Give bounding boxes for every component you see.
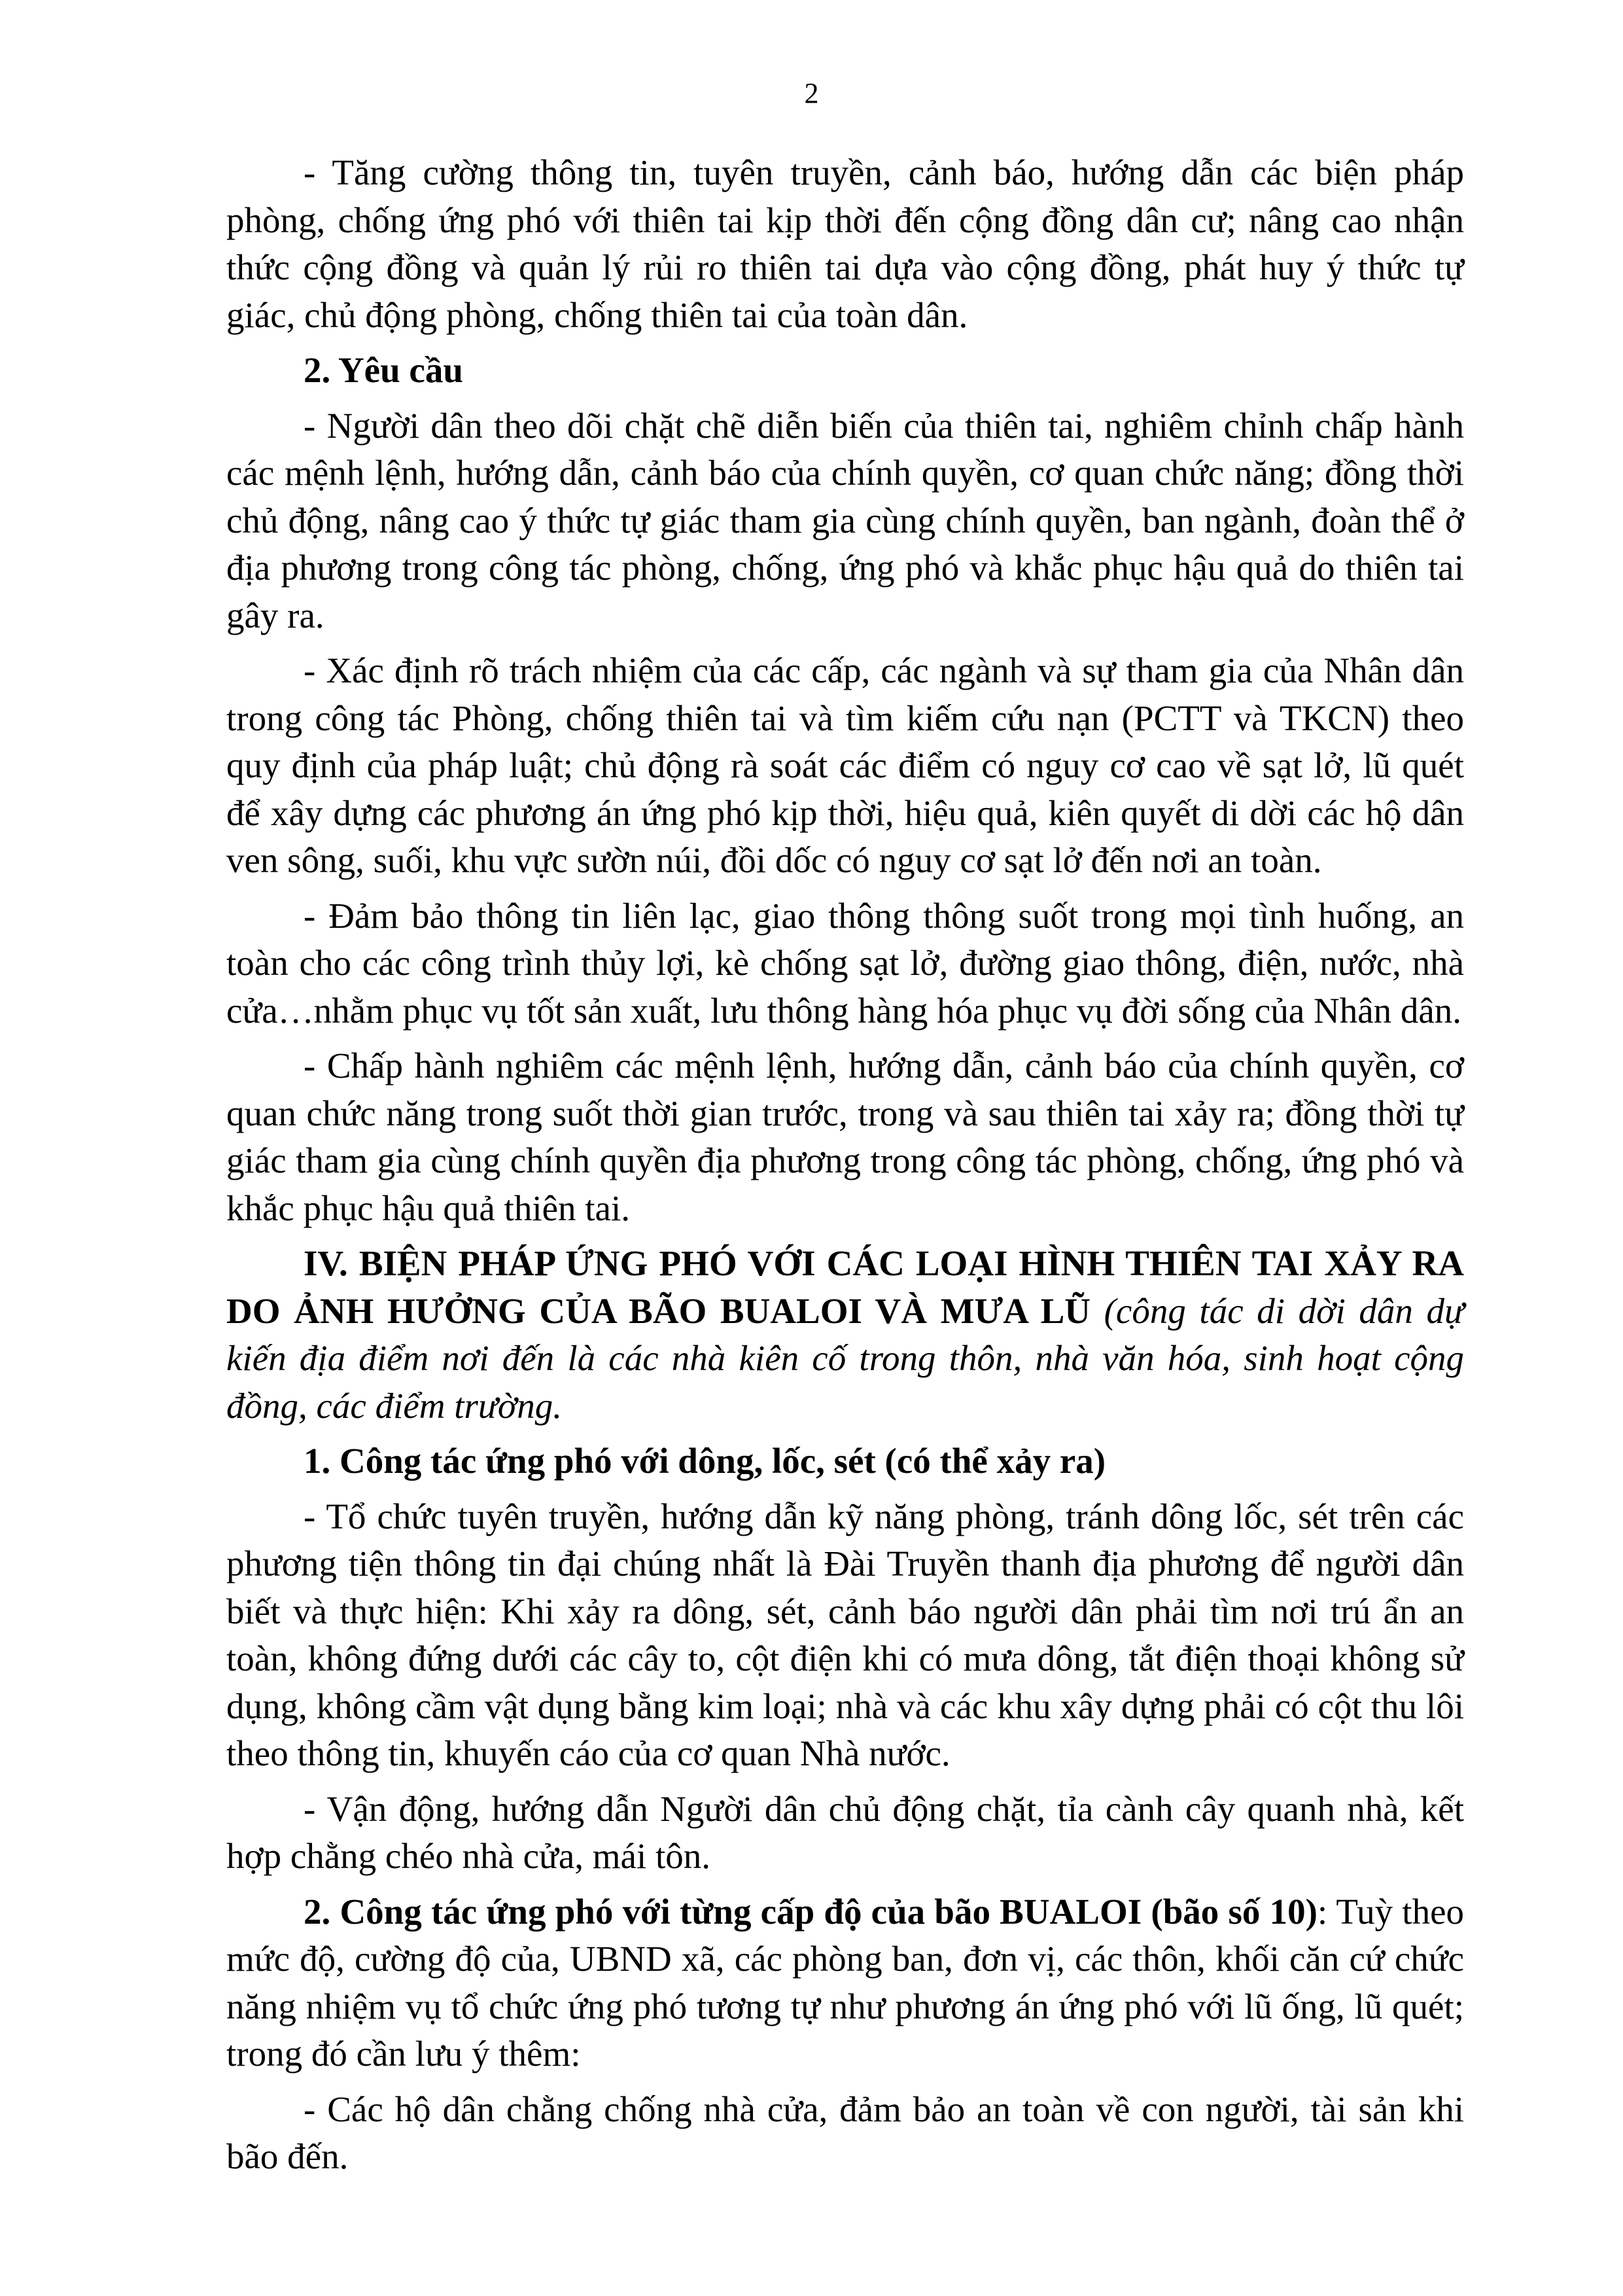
page-number: 2	[804, 77, 819, 109]
section-heading-iv-title: IV. BIỆN PHÁP ỨNG PHÓ VỚI CÁC LOẠI HÌNH THIÊN TAI XẢY RA DO ẢNH HƯỞNG CỦA BÃO BUALOI VÀ MƯA LŨ	[226, 1243, 1464, 1331]
paragraph-residents-monitor: - Người dân theo dõi chặt chẽ diễn biến của thiên tai, nghiêm chỉnh chấp hành các mệnh lệnh, hướng dẫn, cảnh báo của chính quyền, cơ quan chức năng; đồng thời chủ động, nâng cao ý thức tự giác tham gia cùng chính quyền, ban ngành, đoàn thể ở địa phương trong công tác phòng, chống, ứng phó và khắc phục hậu quả do thiên tai gây ra.	[226, 405, 1464, 635]
paragraph-bualoi-response	[226, 1888, 1464, 2078]
paragraph-secure-houses: - Các hộ dân chằng chống nhà cửa, đảm bảo an toàn về con người, tài sản khi bão đến.	[226, 2089, 1464, 2176]
document-body	[226, 149, 1464, 2189]
paragraph-communication-traffic: - Đảm bảo thông tin liên lạc, giao thông thông suốt trong mọi tình huống, an toàn cho các công trình thủy lợi, kè chống sạt lở, đường giao thông, điện, nước, nhà cửa…nhằm phục vụ tốt sản xuất, lưu thông hàng hóa phục vụ đời sống của Nhân dân.	[226, 895, 1464, 1031]
heading-storm-lightning: 1. Công tác ứng phó với dông, lốc, sét (có thể xảy ra)	[304, 1441, 1106, 1481]
paragraph-responsibilities: - Xác định rõ trách nhiệm của các cấp, các ngành và sự tham gia của Nhân dân trong công tác Phòng, chống thiên tai và tìm kiếm cứu nạn (PCTT và TKCN) theo quy định của pháp luật; chủ động rà soát các điểm có nguy cơ cao về sạt lở, lũ quét để xây dựng các phương án ứng phó kịp thời, hiệu quả, kiên quyết di dời các hộ dân ven sông, suối, khu vực sườn núi, đồi dốc có nguy cơ sạt lở đến nơi an toàn.	[226, 650, 1464, 880]
section-heading-iv	[226, 1240, 1464, 1430]
heading-bualoi-levels: 2. Công tác ứng phó với từng cấp độ của bão BUALOI (bão số 10)	[304, 1891, 1318, 1932]
paragraph-awareness: - Tăng cường thông tin, tuyên truyền, cảnh báo, hướng dẫn các biện pháp phòng, chống ứng phó với thiên tai kịp thời đến cộng đồng dân cư; nâng cao nhận thức cộng đồng và quản lý rủi ro thiên tai dựa vào cộng đồng, phát huy ý thức tự giác, chủ động phòng, chống thiên tai của toàn dân.	[226, 152, 1464, 335]
heading-requirements: 2. Yêu cầu	[304, 350, 463, 390]
paragraph-bualoi-response-text: : Tuỳ theo mức độ, cường độ của, UBND xã, các phòng ban, đơn vị, các thôn, khối căn cứ chức năng nhiệm vụ tổ chức ứng phó tương tự như phương án ứng phó với lũ ống, lũ quét; trong đó cần lưu ý thêm:	[226, 1891, 1464, 2074]
paragraph-comply-orders: - Chấp hành nghiêm các mệnh lệnh, hướng dẫn, cảnh báo của chính quyền, cơ quan chức năng trong suốt thời gian trước, trong và sau thiên tai xảy ra; đồng thời tự giác tham gia cùng chính quyền địa phương trong công tác phòng, chống, ứng phó và khắc phục hậu quả thiên tai.	[226, 1046, 1464, 1228]
paragraph-trim-trees: - Vận động, hướng dẫn Người dân chủ động chặt, tỉa cành cây quanh nhà, kết hợp chằng chéo nhà cửa, mái tôn.	[226, 1788, 1464, 1876]
section-heading-iv-note: (công tác di dời dân dự kiến địa điểm nơi đến là các nhà kiên cố trong thôn, nhà văn hóa, sinh hoạt cộng đồng, các điểm trường.	[226, 1290, 1464, 1426]
paragraph-lightning-guidance: - Tổ chức tuyên truyền, hướng dẫn kỹ năng phòng, tránh dông lốc, sét trên các phương tiện thông tin đại chúng nhất là Đài Truyền thanh địa phương để người dân biết và thực hiện: Khi xảy ra dông, sét, cảnh báo người dân phải tìm nơi trú ẩn an toàn, không đứng dưới các cây to, cột điện khi có mưa dông, tắt điện thoại không sử dụng, không cầm vật dụng bằng kim loại; nhà và các khu xây dựng phải có cột thu lôi theo thông tin, khuyến cáo của cơ quan Nhà nước.	[226, 1496, 1464, 1773]
